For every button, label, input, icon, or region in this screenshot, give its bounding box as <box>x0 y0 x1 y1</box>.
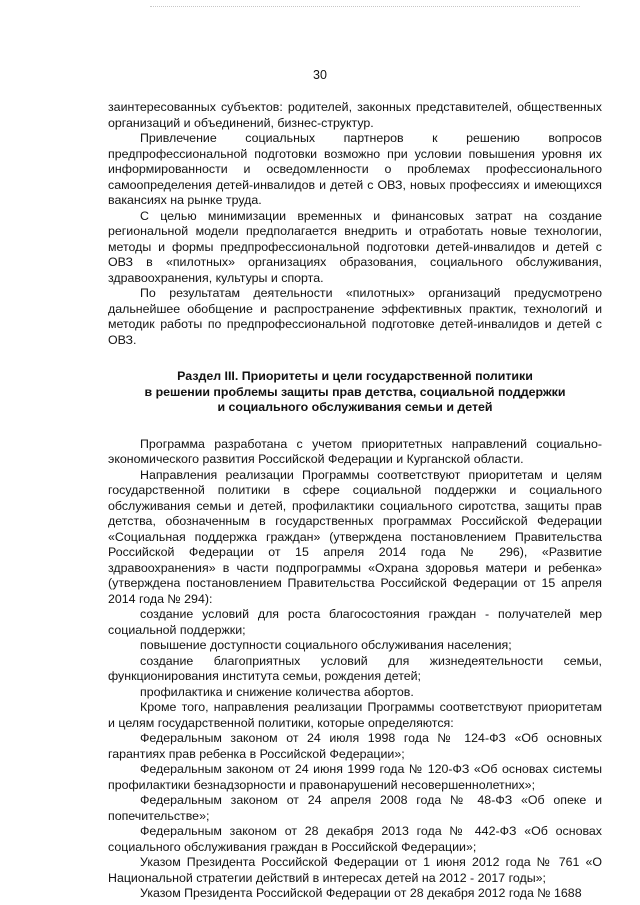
paragraph: Федеральным законом от 24 июля 1998 года № 124-ФЗ «Об основных гарантиях прав ребенка в Российской Федерации»; <box>108 731 602 761</box>
top-paragraphs <box>108 100 602 348</box>
section-heading-line-3: и социального обслуживания семьи и детей <box>217 400 493 414</box>
paragraph: По результатам деятельности «пилотных» организаций предусмотрено дальнейшее обобщение и распространение эффективных практик, технологий и методик работы по предпрофессиональной подготовке детей-инвалидов и детей с ОВЗ. <box>108 286 602 347</box>
section-heading-line-2: в решении проблемы защиты прав детства, социальной поддержки <box>144 384 566 399</box>
paragraph: Привлечение социальных партнеров к решению вопросов предпрофессиональной подготовки возможно при условии повышения уровня их информированности и осведомленности о проблемах профессионального самоопределения детей-инвалидов и детей с ОВЗ, новых профессиях и имеющихся вакансиях на рынке труда. <box>108 131 602 207</box>
paragraph: повышение доступности социального обслуживания населения; <box>140 638 512 652</box>
paragraph: Федеральным законом от 24 июня 1999 года № 120-ФЗ «Об основах системы профилактики безнадзорности и правонарушений несовершеннолетних»; <box>108 762 602 792</box>
paragraph: Указом Президента Российской Федерации от 1 июня 2012 года № 761 «О Национальной стратегии действий в интересах детей на 2012 - 2017 годы»; <box>108 855 602 885</box>
paragraph: создание благоприятных условий для жизнедеятельности семьи, функционирования института семьи, рождения детей; <box>108 653 602 683</box>
paragraph: Программа разработана с учетом приоритетных направлений социально-экономического развития Российской Федерации и Курганской области. <box>108 436 602 466</box>
section-heading-line-1: Раздел III. Приоритеты и цели государственной политики <box>177 369 533 383</box>
paragraph: Федеральным законом от 24 апреля 2008 года № 48-ФЗ «Об опеке и попечительстве»; <box>108 793 602 823</box>
paragraph: создание условий для роста благосостояния граждан - получателей мер социальной поддержки; <box>108 607 602 637</box>
paragraph: Кроме того, направления реализации Программы соответствуют приоритетам и целям государственной политики, которые определяются: <box>108 700 602 730</box>
paragraph: Указом Президента Российской Федерации от 28 декабря 2012 года № 1688 <box>140 886 582 900</box>
paragraph: Федеральным законом от 28 декабря 2013 года № 442-ФЗ «Об основах социального обслуживания граждан в Российской Федерации»; <box>108 824 602 854</box>
paragraph: Направления реализации Программы соответствуют приоритетам и целям государственной политики в сфере социальной поддержки и социального обслуживания семьи и детей, профилактики социального сиротства, защиты прав детства, обозначенным в государственных программах Российской Федерации «Социальная поддержка граждан» (утверждена постановлением Правительства Российской Федерации от 15 апреля 2014 года № 296), «Развитие здравоохранения» в части подпрограммы «Охрана здоровья матери и ребенка» (утверждена постановлением Правительства Российской Федерации от 15 апреля 2014 года № 294): <box>108 467 602 606</box>
section-heading <box>108 369 602 416</box>
page-number: 30 <box>313 68 327 82</box>
paragraph: профилактика и снижение количества абортов. <box>140 684 414 699</box>
paragraph: заинтересованных субъектов: родителей, законных представителей, общественных организаций и объединений, бизнес-структур. <box>108 100 602 130</box>
bottom-paragraphs <box>108 437 602 902</box>
paragraph: С целью минимизации временных и финансовых затрат на создание региональной модели предполагается внедрить и отработать новые технологии, методы и формы предпрофессиональной подготовки детей-инвалидов и детей с ОВЗ в «пилотных» организациях образования, социального обслуживания, здравоохранения, культуры и спорта. <box>108 208 602 285</box>
document-body <box>108 100 602 902</box>
scan-artifact <box>150 6 580 10</box>
